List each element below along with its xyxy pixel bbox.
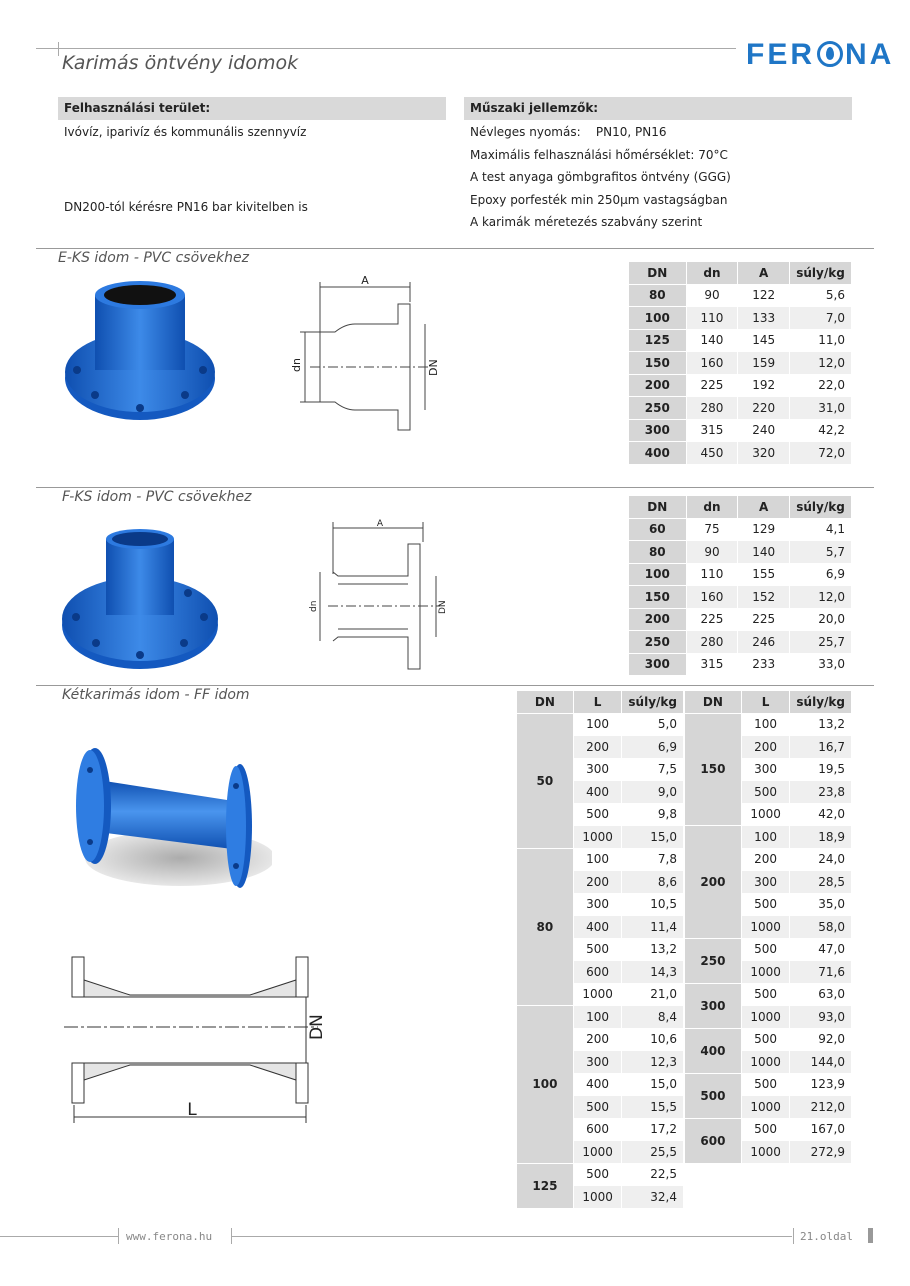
- ff-right-col-l: L: [741, 691, 790, 714]
- eks-drawing-dn-label: dn: [290, 358, 303, 372]
- table-row: 300 500 63,0: [685, 983, 852, 1006]
- drop-icon: [817, 41, 843, 67]
- eks-product-image: [55, 270, 225, 430]
- table-row: 1000 21,0: [517, 983, 684, 1006]
- table-row: 400 15,0: [517, 1073, 684, 1096]
- fks-col-dn-small: dn: [686, 496, 738, 519]
- section-rule-ff: [36, 685, 874, 686]
- table-row: 300 315 240 42,2: [629, 419, 852, 442]
- header-rule: [36, 48, 736, 49]
- table-row: 1000 58,0: [685, 916, 852, 939]
- table-row: 1000 32,4: [517, 1186, 684, 1209]
- eks-col-dn: DN: [629, 262, 687, 285]
- usage-heading: Felhasználási terület:: [58, 97, 446, 120]
- table-row: 300 7,5: [517, 758, 684, 781]
- table-row: 250 280 246 25,7: [629, 631, 852, 654]
- fks-title: F-KS idom - PVC csövekhez: [62, 489, 252, 505]
- ff-technical-drawing: [60, 945, 340, 1125]
- ff-left-col-l: L: [573, 691, 622, 714]
- table-row: 300 28,5: [685, 871, 852, 894]
- ff-right-col-weight: súly/kg: [790, 691, 852, 714]
- fks-drawing-DN-label: DN: [438, 600, 448, 614]
- fks-col-dn: DN: [629, 496, 687, 519]
- ff-title: Kétkarimás idom - FF idom: [62, 687, 250, 703]
- table-row: 500 13,2: [517, 938, 684, 961]
- table-row: 200 24,0: [685, 848, 852, 871]
- ff-table-right: [684, 690, 852, 1164]
- table-row: 60 75 129 4,1: [629, 518, 852, 541]
- footer-page-marker: [868, 1228, 873, 1243]
- specs-line-4: Epoxy porfesték min 250µm vastagságban: [470, 193, 728, 207]
- footer-tick-left: [118, 1228, 119, 1244]
- footer-rule-left: [0, 1236, 118, 1237]
- ff-table-left: [516, 690, 684, 1209]
- footer-website[interactable]: www.ferona.hu: [126, 1230, 213, 1243]
- table-row: 250 280 220 31,0: [629, 397, 852, 420]
- fks-col-a: A: [738, 496, 790, 519]
- table-row: 400 450 320 72,0: [629, 442, 852, 465]
- eks-title: E-KS idom - PVC csövekhez: [58, 250, 249, 266]
- table-row: 200 225 192 22,0: [629, 374, 852, 397]
- table-row: 200 225 225 20,0: [629, 608, 852, 631]
- table-row: 100 110 133 7,0: [629, 307, 852, 330]
- ff-product-image: [60, 740, 272, 890]
- section-rule-fks: [36, 487, 874, 488]
- table-row: 600 500 167,0: [685, 1118, 852, 1141]
- fks-drawing-dn-label: dn: [309, 600, 319, 612]
- table-row: 150 160 152 12,0: [629, 586, 852, 609]
- table-row: 1000 212,0: [685, 1096, 852, 1119]
- table-row: 600 17,2: [517, 1118, 684, 1141]
- ff-right-col-dn: DN: [685, 691, 742, 714]
- table-row: 500 35,0: [685, 893, 852, 916]
- fks-col-weight: súly/kg: [789, 496, 851, 519]
- eks-col-a: A: [738, 262, 790, 285]
- table-row: 1000 71,6: [685, 961, 852, 984]
- ff-drawing-L-label: L: [187, 1100, 197, 1120]
- table-row: 500 9,8: [517, 803, 684, 826]
- eks-technical-drawing: [290, 272, 450, 437]
- table-row: 80 100 7,8: [517, 848, 684, 871]
- footer-rule-mid: [232, 1236, 792, 1237]
- table-row: 300 315 233 33,0: [629, 653, 852, 676]
- specs-line-3: A test anyaga gömbgrafitos öntvény (GGG): [470, 170, 731, 184]
- table-row: 200 8,6: [517, 871, 684, 894]
- table-row: 500 23,8: [685, 781, 852, 804]
- ferona-logo: FER NA: [746, 38, 895, 71]
- fks-product-image: [58, 525, 228, 675]
- table-row: 100 110 155 6,9: [629, 563, 852, 586]
- table-row: 250 500 47,0: [685, 938, 852, 961]
- table-row: 300 10,5: [517, 893, 684, 916]
- fks-drawing-a-label: A: [376, 519, 384, 529]
- fks-table: [628, 495, 852, 676]
- header-tick: [58, 42, 59, 56]
- specs-line-1: Névleges nyomás: PN10, PN16: [470, 125, 667, 139]
- table-row: 1000 93,0: [685, 1006, 852, 1029]
- table-row: 1000 144,0: [685, 1051, 852, 1074]
- eks-col-dn-small: dn: [686, 262, 738, 285]
- footer-tick-right: [793, 1228, 794, 1244]
- table-row: 150 100 13,2: [685, 713, 852, 736]
- table-row: 200 10,6: [517, 1028, 684, 1051]
- ff-left-col-dn: DN: [517, 691, 574, 714]
- table-row: 80 90 122 5,6: [629, 284, 852, 307]
- specs-heading: Műszaki jellemzők:: [464, 97, 852, 120]
- table-row: 400 11,4: [517, 916, 684, 939]
- specs-line-2: Maximális felhasználási hőmérséklet: 70°C: [470, 148, 728, 162]
- usage-line-1: Ivóvíz, iparivíz és kommunális szennyvíz: [64, 125, 307, 139]
- page-title: Karimás öntvény idomok: [62, 52, 299, 74]
- table-row: 1000 272,9: [685, 1141, 852, 1164]
- table-row: 125 140 145 11,0: [629, 329, 852, 352]
- eks-drawing-a-label: A: [361, 274, 369, 287]
- section-rule-eks: [36, 248, 874, 249]
- table-row: 200 6,9: [517, 736, 684, 759]
- eks-col-weight: súly/kg: [789, 262, 851, 285]
- eks-table: [628, 261, 852, 465]
- table-row: 80 90 140 5,7: [629, 541, 852, 564]
- table-row: 600 14,3: [517, 961, 684, 984]
- table-row: 150 160 159 12,0: [629, 352, 852, 375]
- usage-line-2: DN200-tól kérésre PN16 bar kivitelben is: [64, 200, 308, 214]
- ff-left-col-weight: súly/kg: [622, 691, 684, 714]
- eks-drawing-DN-label: DN: [427, 359, 440, 376]
- table-row: 1000 15,0: [517, 826, 684, 849]
- table-row: 50 100 5,0: [517, 713, 684, 736]
- table-row: 300 19,5: [685, 758, 852, 781]
- table-row: 400 500 92,0: [685, 1028, 852, 1051]
- table-row: 1000 42,0: [685, 803, 852, 826]
- footer-page-number: 21.oldal: [800, 1230, 853, 1243]
- table-row: 1000 25,5: [517, 1141, 684, 1164]
- table-row: 125 500 22,5: [517, 1163, 684, 1186]
- table-row: 500 500 123,9: [685, 1073, 852, 1096]
- table-row: 400 9,0: [517, 781, 684, 804]
- table-row: 100 100 8,4: [517, 1006, 684, 1029]
- table-row: 500 15,5: [517, 1096, 684, 1119]
- table-row: 300 12,3: [517, 1051, 684, 1074]
- table-row: 200 100 18,9: [685, 826, 852, 849]
- specs-line-5: A karimák méretezés szabvány szerint: [470, 215, 703, 229]
- ff-drawing-DN-label: DN: [307, 1014, 327, 1040]
- fks-technical-drawing: [308, 514, 448, 679]
- table-row: 200 16,7: [685, 736, 852, 759]
